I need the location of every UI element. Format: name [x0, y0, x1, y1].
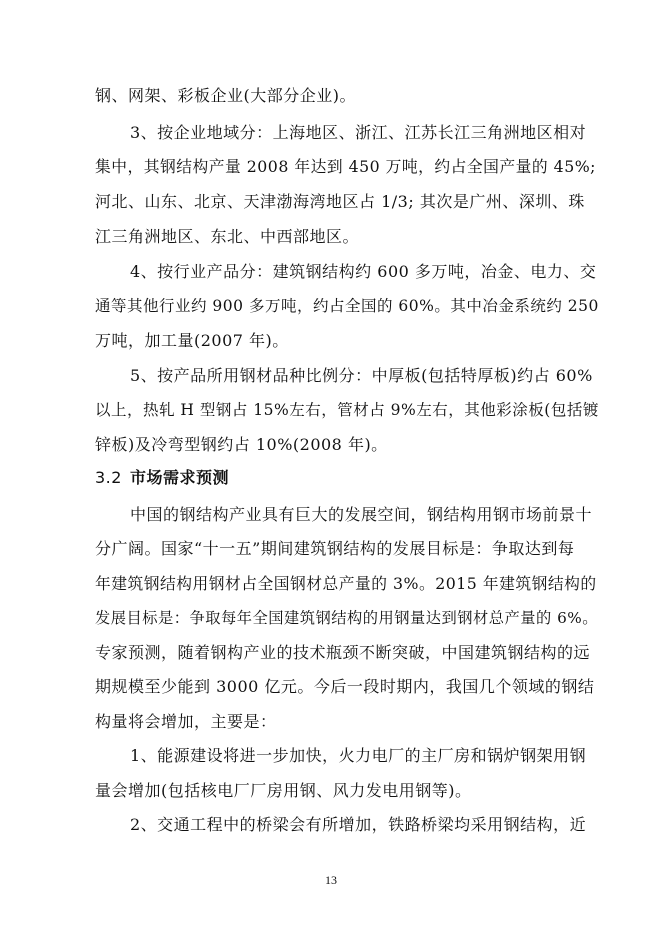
text-line: 江三角洲地区、东北、中西部地区。: [95, 227, 360, 246]
text-line: 万吨，加工量(2007 年)。: [95, 331, 289, 350]
section-title: 市场需求预测: [129, 468, 229, 487]
text-line: 河北、山东、北京、天津渤海湾地区占 1/3; 其次是广州、深圳、珠: [95, 192, 585, 211]
text-line: 年建筑钢结构用钢材占全国钢材总产量的 3%。2015 年建筑钢结构的: [95, 574, 597, 593]
text-line: 以上，热轧 H 型钢占 15%左右，管材占 9%左右，其他彩涂板(包括镀: [95, 401, 599, 419]
text-line: 发展目标是：争取每年全国建筑钢结构的用钢量达到钢材总产量的 6%。: [95, 609, 599, 627]
text-line: 分广阔。国家“十一五”期间建筑钢结构的发展目标是：争取达到每: [95, 539, 575, 558]
text-line: 1、能源建设将进一步加快，火力电厂的主厂房和锅炉钢架用钢: [130, 746, 587, 765]
text-line: 专家预测，随着钢构产业的技术瓶颈不断突破，中国建筑钢结构的远: [95, 643, 591, 662]
text-line: 通等其他行业约 900 多万吨，约占全国的 60%。其中冶金系统约 250: [95, 297, 599, 315]
text-line: 4、按行业产品分：建筑钢结构约 600 多万吨，冶金、电力、交: [130, 262, 597, 281]
text-line: 钢、网架、彩板企业(大部分企业)。: [95, 86, 356, 105]
text-line: 中国的钢结构产业具有巨大的发展空间，钢结构用钢市场前景十: [130, 505, 593, 524]
page-number: 13: [325, 873, 337, 887]
text-line: 5、按产品所用钢材品种比例分：中厚板(包括特厚板)约占 60%: [130, 366, 593, 385]
text-line: 3、按企业地域分：上海地区、浙江、江苏长江三角洲地区相对: [130, 123, 587, 142]
text-line: 期规模至少能到 3000 亿元。今后一段时期内，我国几个领域的钢结: [95, 677, 595, 696]
section-heading: [95, 468, 229, 488]
text-line: 2、交通工程中的桥梁会有所增加，铁路桥梁均采用钢结构，近: [130, 815, 587, 834]
section-number: 3.2: [95, 468, 122, 487]
text-line: 锌板)及冷弯型钢约占 10%(2008 年)。: [95, 435, 388, 454]
text-line: 构量将会增加，主要是：: [95, 712, 277, 731]
text-line: 集中，其钢结构产量 2008 年达到 450 万吨，约占全国产量的 45%;: [95, 157, 596, 176]
text-line: 量会增加(包括核电厂厂房用钢、风力发电用钢等)。: [95, 781, 472, 800]
